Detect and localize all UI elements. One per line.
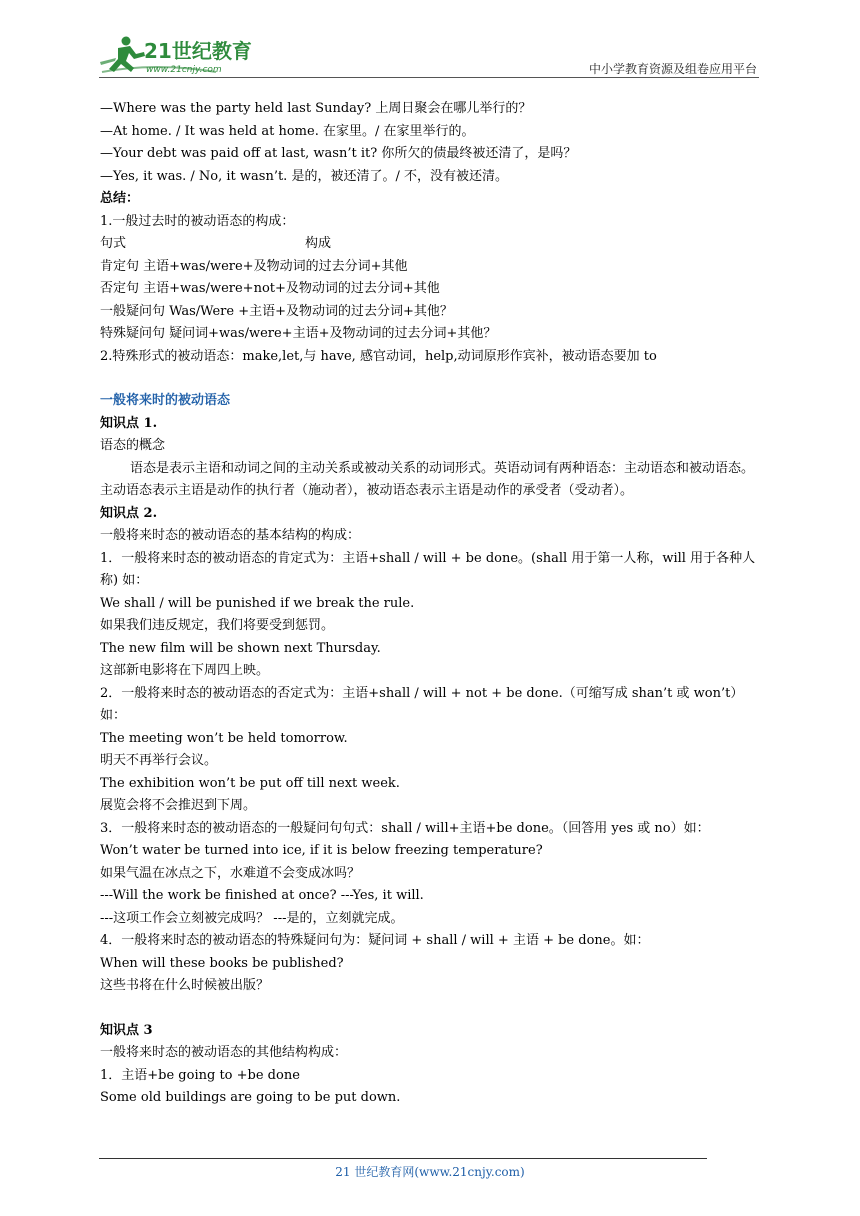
summary-heading: 总结： bbox=[100, 191, 140, 206]
summary-table-header bbox=[100, 233, 764, 256]
summary-row: 肯定句 主语+was/were+及物动词的过去分词+其他 bbox=[100, 258, 408, 274]
knowledge-point-heading: 知识点 2. bbox=[100, 505, 158, 521]
summary-row: 一般疑问句 Was/Were +主语+及物动词的过去分词+其他？ bbox=[100, 303, 453, 319]
example-sentence: When will these books be published? bbox=[100, 955, 344, 971]
rule-item: 3．一般将来时态的被动语态的一般疑问句句式：shall / will+主语+be done。（回答用 yes 或 no）如： bbox=[100, 820, 710, 836]
example-sentence: The new film will be shown next Thursday. bbox=[100, 640, 381, 656]
example-sentence: Won’t water be turned into ice, if it is below freezing temperature? bbox=[100, 843, 543, 858]
document-body bbox=[100, 98, 764, 1110]
summary-item: 2.特殊形式的被动语态：make,let,与 have, 感官动词，help,动词原形作宾补，被动语态要加 to bbox=[100, 348, 657, 364]
example-sentence: Some old buildings are going to be put down. bbox=[100, 1090, 401, 1105]
example-translation: 如果我们违反规定，我们将要受到惩罚。 bbox=[100, 618, 335, 633]
header-divider bbox=[99, 77, 759, 78]
rule-item: 1．主语+be going to +be done bbox=[100, 1067, 300, 1083]
rule-item: 4．一般将来时态的被动语态的特殊疑问句为：疑问词 + shall / will + 主语 + be done。如： bbox=[100, 933, 650, 948]
rule-item: 1．一般将来时态的被动语态的肯定式为：主语+shall / will + be done。(shall 用于第一人称，will 用于各种人称) 如： bbox=[100, 550, 756, 588]
dialog-line: —Where was the party held last Sunday? 上周日聚会在哪儿举行的？ bbox=[100, 101, 532, 116]
column-header-structure: 构成 bbox=[305, 236, 332, 251]
example-sentence: We shall / will be punished if we break the rule. bbox=[100, 595, 415, 611]
footer-divider bbox=[99, 1158, 707, 1159]
site-logo bbox=[96, 32, 266, 78]
column-header-sentence: 句式 bbox=[100, 236, 127, 251]
dialog-line: —At home. / It was held at home. 在家里。/ 在家里举行的。 bbox=[100, 123, 475, 139]
paragraph: 语态是表示主语和动词之间的主动关系或被动关系的动词形式。英语动词有两种语态：主动语态和被动语态。主动语态表示主语是动作的执行者（施动者），被动语态表示主语是动作的承受者（受动者）。 bbox=[100, 460, 755, 498]
knowledge-point-heading: 知识点 1. bbox=[100, 415, 158, 431]
header-platform-text: 中小学教育资源及组卷应用平台 bbox=[588, 62, 757, 76]
knowledge-point-heading: 知识点 3 bbox=[100, 1022, 153, 1038]
example-translation: 这部新电影将在下周四上映。 bbox=[100, 663, 270, 678]
knowledge-point-subtitle: 语态的概念 bbox=[100, 438, 166, 453]
example-translation: 展览会将不会推迟到下周。 bbox=[100, 798, 257, 813]
section-title: 一般将来时的被动语态 bbox=[100, 393, 231, 408]
rule-item: 2．一般将来时态的被动语态的否定式为：主语+shall / will + not + be done.（可缩写成 shan’t 或 won’t）如： bbox=[100, 685, 744, 723]
example-sentence: The meeting won’t be held tomorrow. bbox=[100, 730, 348, 746]
dialog-line: —Your debt was paid off at last, wasn’t it? 你所欠的债最终被还清了，是吗？ bbox=[100, 146, 577, 161]
example-translation: 这些书将在什么时候被出版？ bbox=[100, 978, 270, 993]
knowledge-point-subtitle: 一般将来时态的被动语态的其他结构构成： bbox=[100, 1045, 348, 1060]
example-sentence: ---Will the work be finished at once? ---Yes, it will. bbox=[100, 888, 424, 903]
logo-text: 21世纪教育 bbox=[144, 39, 252, 63]
example-translation: 明天不再举行会议。 bbox=[100, 753, 218, 768]
example-translation: ---这项工作会立刻被完成吗？ ---是的，立刻就完成。 bbox=[100, 910, 404, 926]
dialog-line: —Yes, it was. / No, it wasn’t. 是的，被还清了。/ 不，没有被还清。 bbox=[100, 168, 508, 184]
footer-text: 21 世纪教育网(www.21cnjy.com) bbox=[335, 1165, 525, 1179]
example-sentence: The exhibition won’t be put off till next week. bbox=[100, 775, 400, 791]
summary-item: 1.一般过去时的被动语态的构成： bbox=[100, 213, 295, 229]
example-translation: 如果气温在冰点之下，水难道不会变成冰吗？ bbox=[100, 865, 361, 881]
page-header bbox=[0, 0, 860, 80]
knowledge-point-subtitle: 一般将来时态的被动语态的基本结构的构成： bbox=[100, 528, 361, 543]
summary-row: 否定句 主语+was/were+not+及物动词的过去分词+其他 bbox=[100, 281, 440, 296]
logo-url: www.21cnjy.com bbox=[146, 65, 222, 75]
summary-row: 特殊疑问句 疑问词+was/were+主语+及物动词的过去分词+其他？ bbox=[100, 326, 497, 341]
